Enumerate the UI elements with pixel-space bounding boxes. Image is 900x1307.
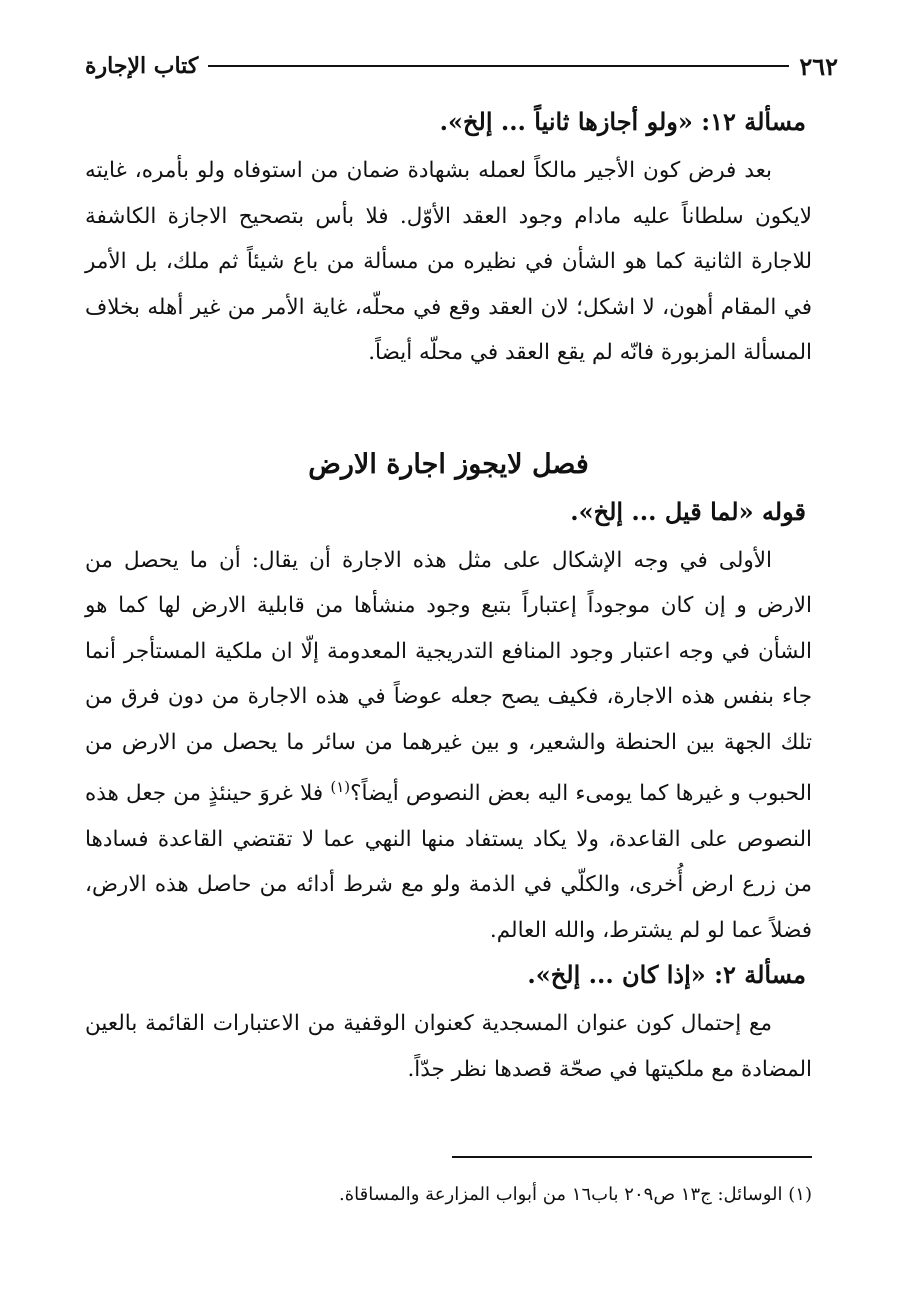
footnote: (١) الوسائل: ج١٣ ص٢٠٩ باب١٦ من أبواب المزارعة والمساقاة.	[339, 1184, 812, 1205]
issue-heading-12: مسألة ١٢: «ولو أجازها ثانياً ... إلخ».	[439, 107, 806, 136]
footnote-rule	[452, 1156, 812, 1158]
paragraph-issue-12: بعد فرض كون الأجير مالكاً لعمله بشهادة ضمان من استوفاه ولو بأمره، غايته لايكون سلطاناً عليه مادام وجود العقد الأوّل. فلا بأس بتصحيح الاجازة الكاشفة للاجارة الثانية كما هو الشأن في نظيره من مسألة من باع شيئاً ثم ملك، بل الأمر في المقام أهون، لا اشكل؛ لان العقد وقع في محلّه، غاية الأمر من غير أهله بخلاف المسألة المزبورة فانّه لم يقع العقد في محلّه أيضاً.	[85, 158, 812, 365]
issue-heading-2: مسألة ٢: «إذا كان ... إلخ».	[527, 960, 806, 990]
paragraph-quote-text-b: فلا غروَ حينئذٍ من جعل هذه النصوص على القاعدة، ولا يكاد يستفاد منها النهي عما لا تقتضي القاعدة فسادها من زرع ارض أُخرى، والكلّي في الذمة ولو مع شرط أدائه من حاصل هذه الارض، فضلاً عما لو لم يشترط، والله العالم.	[85, 781, 812, 943]
paragraph-quote	[85, 538, 812, 954]
header-rule	[208, 65, 789, 67]
footnote-ref[interactable]: (١)	[330, 778, 351, 796]
paragraph-issue-2: مع إحتمال كون عنوان المسجدية كعنوان الوقفية من الاعتبارات القائمة بالعين المضادة مع ملكيتها في صحّة قصدها نظر جدّاً.	[85, 1011, 812, 1082]
quote-heading: قوله «لما قيل ... إلخ».	[570, 496, 806, 526]
page-number: ٢٦٢	[799, 51, 838, 81]
page-header	[85, 48, 838, 84]
chapter-title: كتاب الإجارة	[85, 53, 199, 79]
section-title: فصل لايجوز اجارة الارض	[308, 448, 589, 480]
page-body	[85, 100, 812, 1092]
paragraph-quote-text-a: الأولى في وجه الإشكال على مثل هذه الاجارة أن يقال: أن ما يحصل من الارض و إن كان موجوداً إعتباراً بتبع وجود منشأها من قابلية الارض لها كما هو الشأن في وجه اعتبار وجود المنافع التدريجية المعدومة إلّا ان ملكية المستأجر أنما جاء بنفس هذه الاجارة، فكيف يصح جعله عوضاً في هذه الاجارة من دون فرق من تلك الجهة بين الحنطة والشعير، و بين غيرهما من سائر ما يحصل من الارض من الحبوب و غيرها كما يومىء اليه بعض النصوص أيضاً؟	[85, 547, 812, 807]
